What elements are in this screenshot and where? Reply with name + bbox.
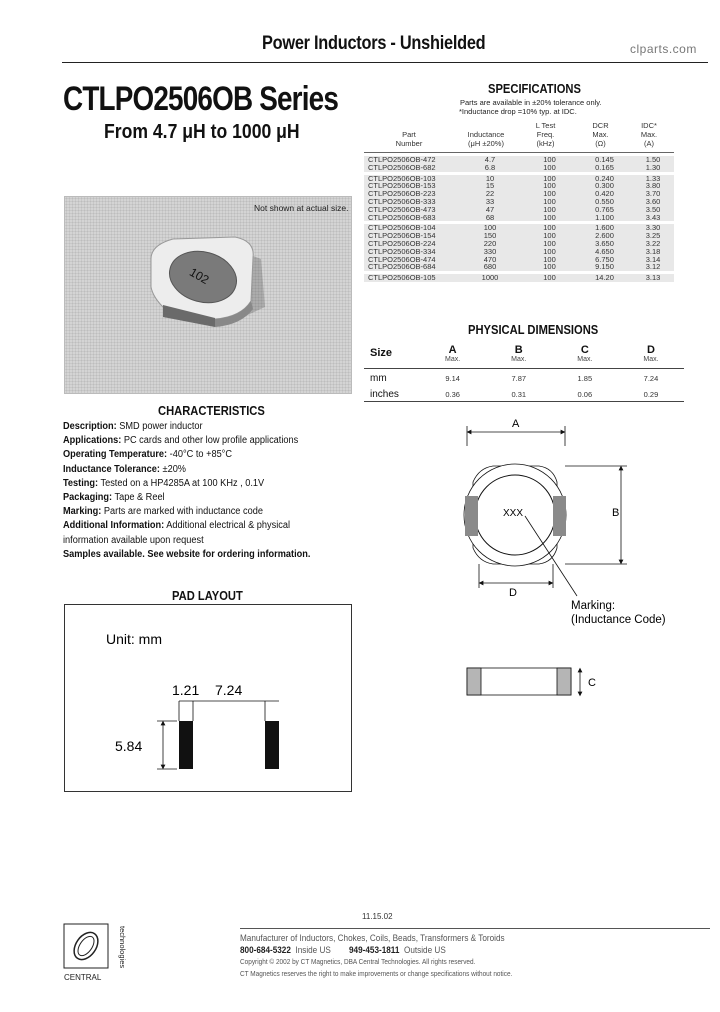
pad-layout-box bbox=[64, 604, 352, 792]
photo-note: Not shown at actual size. bbox=[254, 203, 349, 213]
dim-row-inches: inches 0.36 0.31 0.06 0.29 bbox=[364, 387, 684, 402]
table-cell: 1.600 bbox=[595, 223, 614, 233]
spec-note-1: Parts are available in ±20% tolerance only. bbox=[460, 98, 602, 107]
inductor-marking: 102 bbox=[187, 264, 212, 288]
dim-label-d: D bbox=[509, 587, 517, 599]
pad-width-label: 1.21 bbox=[172, 682, 200, 698]
char-item: Testing: Tested on a HP4285A at 100 KHz , 0.1V bbox=[63, 477, 265, 489]
table-cell: 0.240 bbox=[595, 173, 614, 183]
table-cell: CTLPO2506OB-472 bbox=[368, 155, 436, 164]
table-cell: 100 bbox=[543, 212, 556, 222]
table-cell: 3.650 bbox=[595, 238, 614, 248]
spec-table-body bbox=[364, 156, 674, 282]
pad-unit: Unit: mm bbox=[106, 631, 162, 647]
table-cell: 100 bbox=[543, 262, 556, 272]
inductance-range: From 4.7 μH to 1000 μH bbox=[104, 121, 300, 143]
table-cell: 47 bbox=[485, 204, 495, 214]
table-cell: 0.420 bbox=[595, 189, 614, 199]
table-cell: CTLPO2506OB-682 bbox=[368, 162, 436, 172]
col-test-freq: L Test Freq. (kHz) bbox=[535, 121, 556, 148]
table-cell: 1.50 bbox=[645, 155, 661, 164]
table-cell: 100 bbox=[543, 155, 556, 164]
table-cell: 2.600 bbox=[595, 231, 614, 241]
table-cell: 100 bbox=[543, 181, 556, 191]
characteristics-title: CHARACTERISTICS bbox=[158, 403, 265, 418]
table-cell: 3.25 bbox=[645, 231, 661, 241]
table-cell: 3.50 bbox=[645, 204, 661, 214]
char-item: Samples available. See website for ordering information. bbox=[63, 548, 311, 560]
table-cell: 100 bbox=[543, 173, 556, 183]
table-cell: 100 bbox=[543, 204, 556, 214]
pad-layout-title: PAD LAYOUT bbox=[172, 588, 243, 603]
table-cell: 3.30 bbox=[645, 223, 661, 233]
table-cell: 470 bbox=[483, 254, 497, 264]
table-cell: 33 bbox=[485, 196, 495, 206]
table-cell: 0.765 bbox=[595, 204, 614, 214]
char-item: Inductance Tolerance: ±20% bbox=[63, 463, 186, 475]
pad-layout-diagram bbox=[65, 605, 351, 791]
table-cell: CTLPO2506OB-223 bbox=[368, 189, 436, 199]
characteristics-list bbox=[63, 420, 363, 562]
footer-disclaimer: CT Magnetics reserves the right to make improvements or change specifications without notice. bbox=[240, 968, 513, 978]
footer-contact: 800-684-5322 Inside US 949-453-1811 Outside US bbox=[240, 944, 446, 956]
table-cell: 3.70 bbox=[645, 189, 661, 199]
table-row bbox=[364, 164, 674, 172]
col-idc: IDC* Max. (A) bbox=[640, 121, 658, 148]
table-cell: 100 bbox=[483, 223, 497, 233]
dim-col-c: C Max. bbox=[577, 343, 593, 363]
footer-copyright: Copyright © 2002 by CT Magnetics, DBA Central Technologies. All rights reserved. bbox=[240, 957, 476, 966]
table-cell: 0.550 bbox=[595, 196, 614, 206]
char-item: Description: SMD power inductor bbox=[63, 421, 203, 432]
col-part-number: Part Number bbox=[395, 130, 423, 148]
table-cell: CTLPO2506OB-334 bbox=[368, 246, 436, 256]
table-cell: 4.7 bbox=[484, 155, 496, 164]
table-cell: 100 bbox=[543, 196, 556, 206]
table-cell: 150 bbox=[483, 231, 497, 241]
table-cell: 100 bbox=[543, 238, 556, 248]
product-photo bbox=[64, 196, 352, 394]
table-cell: CTLPO2506OB-105 bbox=[368, 273, 436, 283]
spec-row-group bbox=[364, 224, 674, 271]
logo-side-text: technologies bbox=[118, 926, 127, 969]
dim-col-b: B Max. bbox=[511, 343, 527, 363]
physical-dimensions-table bbox=[364, 338, 684, 402]
spec-note-2: *Inductance drop =10% typ. at IDC. bbox=[459, 107, 577, 116]
dim-label-a: A bbox=[512, 418, 520, 430]
char-item: Marking: Parts are marked with inductance code bbox=[63, 506, 263, 518]
dim-header-row bbox=[364, 338, 684, 369]
dim-row-mm: mm 9.14 7.87 1.85 7.24 bbox=[370, 372, 659, 384]
side-view-body bbox=[467, 668, 571, 695]
footer-rule bbox=[240, 928, 710, 929]
specifications-title: SPECIFICATIONS bbox=[488, 81, 581, 96]
table-cell: 0.300 bbox=[595, 181, 614, 191]
table-cell: 220 bbox=[483, 238, 497, 248]
dim-size-label: Size bbox=[370, 347, 393, 359]
dimension-diagram bbox=[455, 412, 705, 712]
spec-table-header bbox=[364, 121, 674, 153]
char-item: Applications: PC cards and other low profile applications bbox=[63, 435, 299, 447]
table-cell: 3.12 bbox=[645, 262, 661, 272]
table-row bbox=[364, 274, 674, 282]
spec-row-group bbox=[364, 274, 674, 282]
spec-row-group bbox=[364, 156, 674, 172]
table-cell: 100 bbox=[543, 246, 556, 256]
table-cell: CTLPO2506OB-683 bbox=[368, 212, 436, 222]
pad-right bbox=[265, 721, 279, 769]
char-item: Operating Temperature: -40°C to +85°C bbox=[63, 449, 233, 461]
marking-code: XXX bbox=[503, 508, 524, 519]
table-cell: 6.750 bbox=[595, 254, 614, 264]
footer-text bbox=[240, 933, 710, 979]
table-cell: 1.33 bbox=[645, 173, 661, 183]
revision-date: 11.15.02 bbox=[362, 912, 393, 921]
table-cell: 22 bbox=[485, 189, 495, 199]
table-cell: 1.100 bbox=[595, 212, 614, 222]
header-rule bbox=[62, 62, 708, 63]
table-cell: 100 bbox=[543, 223, 556, 233]
specifications-table bbox=[364, 121, 674, 285]
table-cell: 3.18 bbox=[645, 246, 661, 256]
table-cell: 4.650 bbox=[595, 246, 614, 256]
side-view-terminal-left bbox=[467, 668, 481, 695]
inductor-illustration bbox=[65, 197, 351, 393]
table-cell: CTLPO2506OB-474 bbox=[368, 254, 436, 264]
char-item: Additional Information: Additional electrical & physical bbox=[63, 520, 291, 532]
dim-label-c: C bbox=[588, 677, 596, 689]
terminal-right bbox=[553, 496, 566, 536]
table-cell: CTLPO2506OB-154 bbox=[368, 231, 436, 241]
table-cell: 10 bbox=[485, 173, 495, 183]
table-cell: 14.20 bbox=[595, 273, 614, 283]
dim-col-a: A Max. bbox=[445, 343, 461, 363]
logo-text: CENTRAL bbox=[64, 973, 102, 982]
dim-col-d: D Max. bbox=[643, 343, 659, 363]
table-cell: CTLPO2506OB-224 bbox=[368, 238, 436, 248]
table-cell: 680 bbox=[483, 262, 497, 272]
table-cell: 100 bbox=[543, 254, 556, 264]
table-cell: 3.14 bbox=[645, 254, 661, 264]
table-cell: 1.30 bbox=[645, 162, 661, 172]
pad-left bbox=[179, 721, 193, 769]
table-cell: 15 bbox=[485, 181, 495, 191]
table-cell: 9.150 bbox=[595, 262, 614, 272]
table-cell: CTLPO2506OB-473 bbox=[368, 204, 436, 214]
table-cell: 3.43 bbox=[645, 212, 661, 222]
marking-label: Marking: bbox=[571, 600, 616, 612]
table-cell: 3.60 bbox=[645, 196, 661, 206]
phone-outside[interactable]: 949-453-1811 bbox=[349, 944, 400, 956]
table-cell: CTLPO2506OB-104 bbox=[368, 223, 436, 233]
col-inductance: Inductance (μH ±20%) bbox=[467, 130, 505, 148]
table-cell: 3.80 bbox=[645, 181, 661, 191]
central-logo bbox=[64, 924, 127, 982]
table-cell: 100 bbox=[543, 231, 556, 241]
table-row bbox=[364, 263, 674, 271]
table-cell: CTLPO2506OB-333 bbox=[368, 196, 436, 206]
phone-inside[interactable]: 800-684-5322 bbox=[240, 944, 291, 956]
table-cell: 6.8 bbox=[484, 162, 496, 172]
side-view-terminal-right bbox=[557, 668, 571, 695]
table-cell: 100 bbox=[543, 162, 556, 172]
table-row bbox=[364, 214, 674, 222]
table-cell: 0.145 bbox=[595, 155, 614, 164]
table-cell: CTLPO2506OB-103 bbox=[368, 173, 436, 183]
char-item: information available upon request bbox=[63, 534, 204, 546]
header-site[interactable]: clparts.com bbox=[630, 42, 697, 56]
table-cell: 100 bbox=[543, 273, 556, 283]
table-cell: 330 bbox=[483, 246, 497, 256]
terminal-left bbox=[465, 496, 478, 536]
physical-dimensions-title: PHYSICAL DIMENSIONS bbox=[468, 322, 599, 337]
spec-row-group bbox=[364, 175, 674, 222]
pad-gap-label: 7.24 bbox=[215, 682, 243, 698]
table-cell: 3.13 bbox=[645, 273, 661, 283]
table-cell: 1000 bbox=[481, 273, 499, 283]
table-cell: 100 bbox=[543, 189, 556, 199]
table-cell: 68 bbox=[485, 212, 495, 222]
col-dcr: DCR Max. (Ω) bbox=[592, 121, 609, 148]
dim-label-b: B bbox=[612, 507, 620, 519]
table-cell: CTLPO2506OB-684 bbox=[368, 262, 436, 272]
series-title: CTLPO2506OB Series bbox=[63, 80, 339, 118]
char-item: Packaging: Tape & Reel bbox=[63, 492, 165, 504]
footer-line-1: Manufacturer of Inductors, Chokes, Coils, Beads, Transformers & Toroids bbox=[240, 933, 505, 944]
pad-height-label: 5.84 bbox=[115, 738, 143, 754]
table-cell: CTLPO2506OB-153 bbox=[368, 181, 436, 191]
table-cell: 3.22 bbox=[645, 238, 661, 248]
header-title: Power Inductors - Unshielded bbox=[262, 33, 486, 54]
marking-sub-label: (Inductance Code) bbox=[571, 614, 666, 626]
table-cell: 0.165 bbox=[595, 162, 614, 172]
